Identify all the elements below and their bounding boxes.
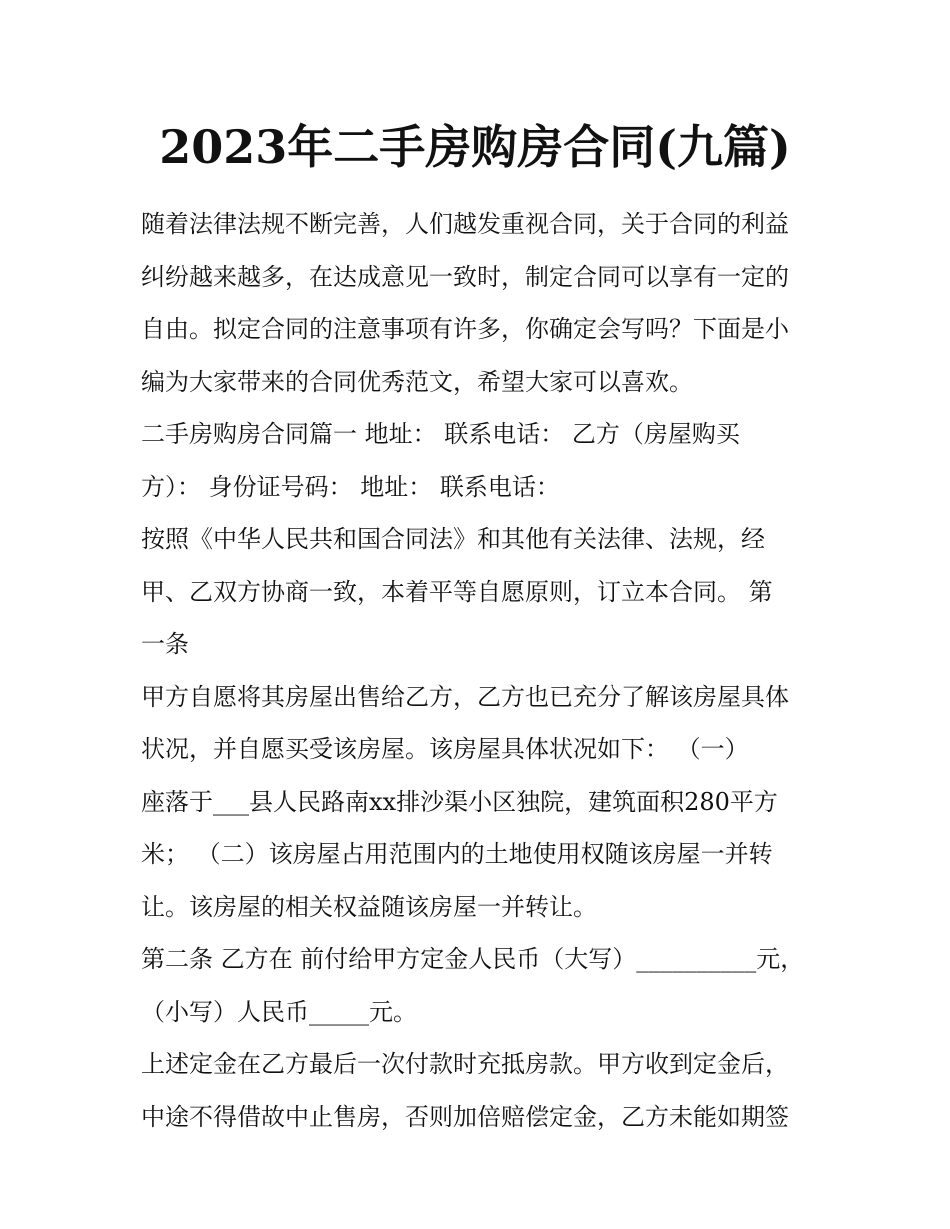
text-line: 纠纷越来越多，在达成意见一致时，制定合同可以享有一定的: [141, 262, 789, 291]
document-body: [141, 198, 821, 1143]
text-line: 座落于___县人民路南xx排沙渠小区独院，建筑面积280平方: [141, 787, 778, 816]
text-line: 甲、乙双方协商一致，本着平等自愿原则，订立本合同。 第: [141, 577, 773, 606]
text-line: 方）： 身份证号码： 地址： 联系电话：: [141, 472, 560, 501]
text-line: 第二条 乙方在 前付给甲方定金人民币（大写）__________元，: [141, 945, 805, 973]
text-line: 按照《中华人民共和国合同法》和其他有关法律、法规，经: [141, 525, 765, 553]
document-title: 2023年二手房购房合同(九篇): [159, 120, 791, 174]
text-line: 中途不得借故中止售房，否则加倍赔偿定金，乙方未能如期签: [141, 1102, 789, 1131]
text-line: 上述定金在乙方最后一次付款时充抵房款。甲方收到定金后，: [141, 1050, 789, 1078]
text-line: 编为大家带来的合同优秀范文，希望大家可以喜欢。: [141, 367, 693, 396]
text-line: 二手房购房合同篇一 地址： 联系电话： 乙方（房屋购买: [141, 420, 740, 448]
text-line: 甲方自愿将其房屋出售给乙方，乙方也已充分了解该房屋具体: [141, 682, 789, 711]
text-line: 让。该房屋的相关权益随该房屋一并转让。: [141, 892, 597, 921]
text-line: 状况，并自愿买受该房屋。该房屋具体状况如下： （一）: [141, 735, 749, 763]
text-line: （小写）人民币_____元。: [141, 997, 417, 1026]
text-line: 自由。拟定合同的注意事项有许多，你确定会写吗？下面是小: [141, 315, 789, 343]
text-line: 一条: [141, 630, 189, 658]
text-line: 随着法律法规不断完善，人们越发重视合同，关于合同的利益: [141, 210, 789, 238]
text-line: 米； （二）该房屋占用范围内的土地使用权随该房屋一并转: [141, 840, 773, 868]
